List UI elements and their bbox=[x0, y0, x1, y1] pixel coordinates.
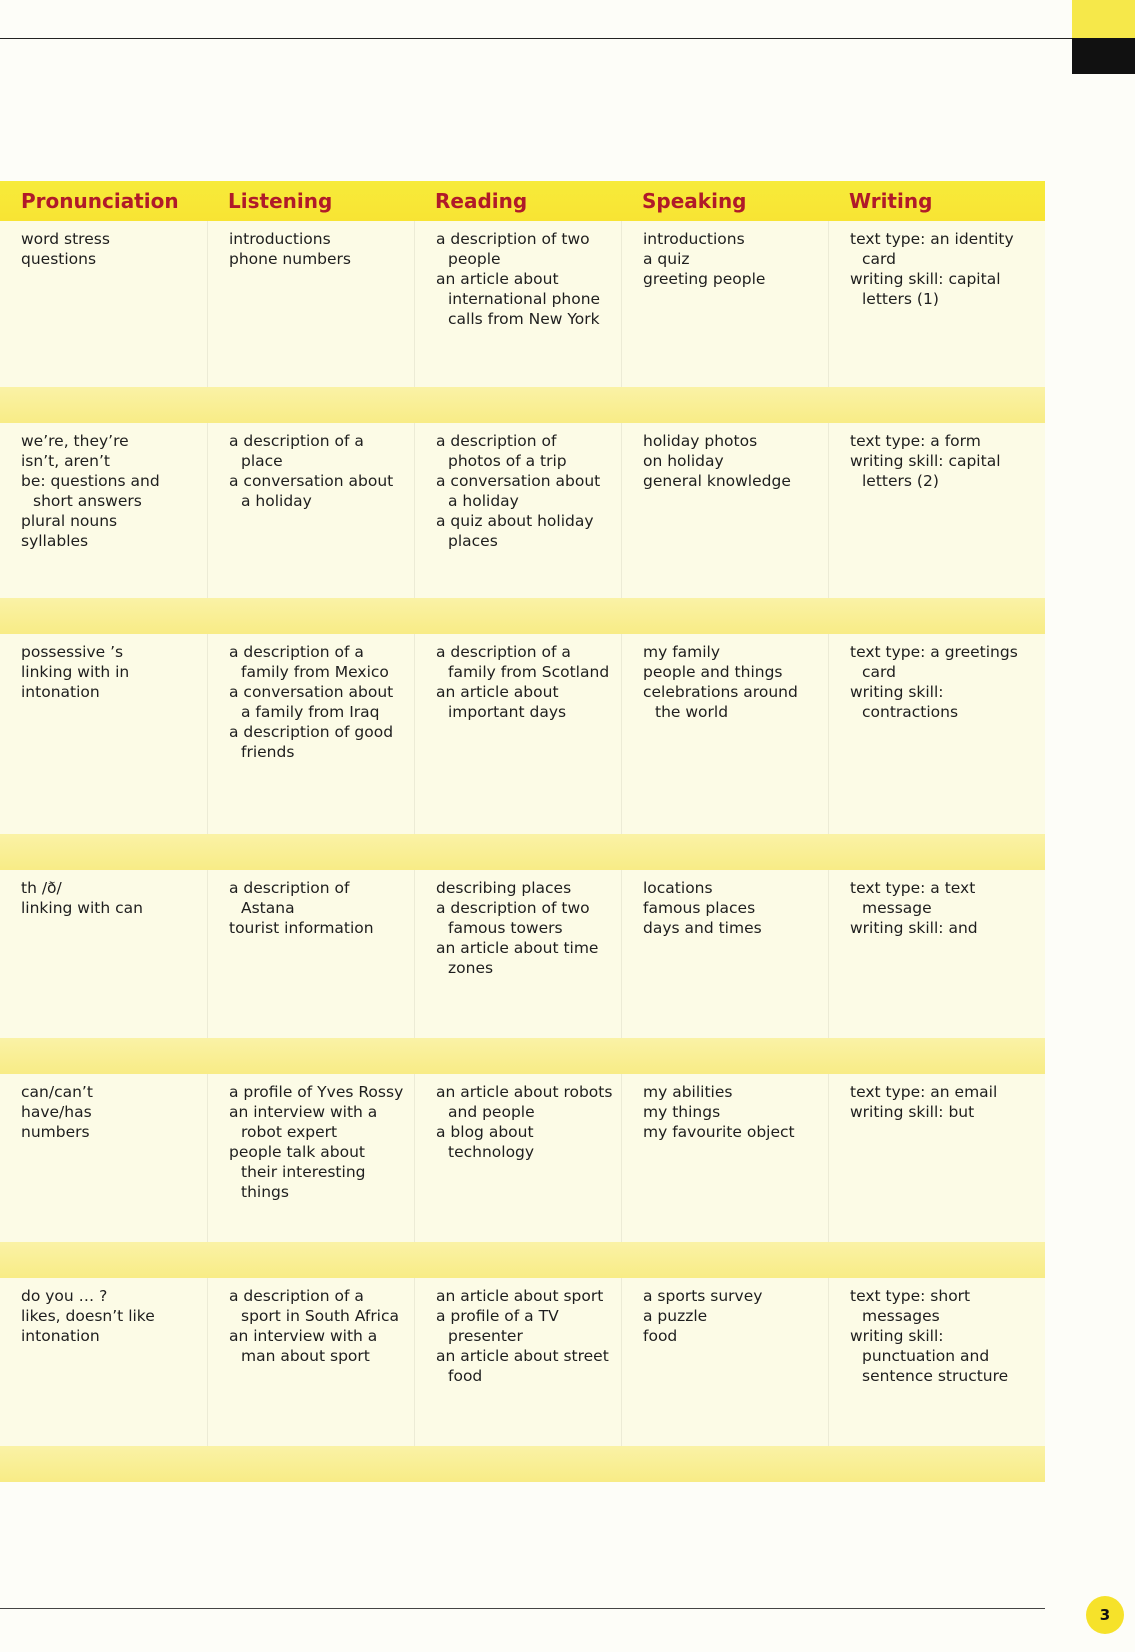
table-row bbox=[0, 1074, 1045, 1242]
cell-line: a profile of Yves Rossy bbox=[229, 1083, 404, 1101]
row-separator bbox=[0, 834, 1045, 870]
cell-line: text type: an identity card bbox=[850, 230, 1014, 268]
cell-line: text type: a greetings card bbox=[850, 643, 1018, 681]
cell-line: locations bbox=[643, 879, 713, 897]
header-reading: Reading bbox=[435, 189, 528, 213]
header-pronunciation: Pronunciation bbox=[21, 189, 179, 213]
cell-line: my family bbox=[643, 643, 721, 661]
header-writing: Writing bbox=[849, 189, 933, 213]
cell-line: a description of photos of a trip bbox=[436, 432, 567, 470]
cell-line: famous places bbox=[643, 899, 756, 917]
header-listening: Listening bbox=[228, 189, 333, 213]
cell-pronunciation bbox=[0, 1074, 207, 1242]
row-separator bbox=[0, 598, 1045, 634]
page-number: 3 bbox=[1086, 1596, 1124, 1634]
cell-speaking bbox=[621, 423, 828, 598]
cell-line: a conversation about a holiday bbox=[229, 472, 394, 510]
cell-writing bbox=[828, 1074, 1035, 1242]
cell-line: an article about time zones bbox=[436, 939, 599, 977]
cell-writing bbox=[828, 634, 1035, 834]
cell-speaking bbox=[621, 1278, 828, 1446]
cell-writing bbox=[828, 423, 1035, 598]
cell-line: people and things bbox=[643, 663, 783, 681]
row-separator bbox=[0, 1446, 1045, 1482]
cell-line: linking with in bbox=[21, 663, 130, 681]
cell-line: a description of a family from Scotland bbox=[436, 643, 610, 681]
cell-line: isn’t, aren’t bbox=[21, 452, 110, 470]
cell-line: text type: a form bbox=[850, 432, 981, 450]
cell-line: th /ð/ bbox=[21, 879, 62, 897]
cell-listening bbox=[207, 634, 414, 834]
cell-line: be: questions and short answers bbox=[21, 472, 160, 510]
cell-line: likes, doesn’t like bbox=[21, 1307, 155, 1325]
cell-line: phone numbers bbox=[229, 250, 352, 268]
cell-line: introductions bbox=[229, 230, 331, 248]
cell-line: do you … ? bbox=[21, 1287, 108, 1305]
cell-reading bbox=[414, 221, 621, 387]
cell-line: intonation bbox=[21, 683, 100, 701]
cell-line: syllables bbox=[21, 532, 89, 550]
cell-line: a description of two famous towers bbox=[436, 899, 590, 937]
cell-line: a blog about technology bbox=[436, 1123, 535, 1161]
cell-pronunciation bbox=[0, 634, 207, 834]
row-separator bbox=[0, 1038, 1045, 1074]
cell-line: an interview with a robot expert bbox=[229, 1103, 378, 1141]
cell-line: my favourite object bbox=[643, 1123, 795, 1141]
cell-speaking bbox=[621, 634, 828, 834]
cell-line: introductions bbox=[643, 230, 745, 248]
header-speaking: Speaking bbox=[642, 189, 747, 213]
cell-line: a puzzle bbox=[643, 1307, 708, 1325]
cell-line: numbers bbox=[21, 1123, 90, 1141]
cell-writing bbox=[828, 221, 1035, 387]
cell-line: a description of a family from Mexico bbox=[229, 643, 389, 681]
cell-line: a quiz about holiday places bbox=[436, 512, 594, 550]
cell-speaking bbox=[621, 221, 828, 387]
cell-line: writing skill: and bbox=[850, 919, 978, 937]
cell-line: writing skill: punctuation and sentence structure bbox=[850, 1327, 1009, 1385]
cell-line: describing places bbox=[436, 879, 572, 897]
cell-listening bbox=[207, 423, 414, 598]
table-header bbox=[0, 181, 1045, 221]
cell-line: on holiday bbox=[643, 452, 724, 470]
cell-line: linking with can bbox=[21, 899, 143, 917]
cell-line: an article about sport bbox=[436, 1287, 604, 1305]
cell-line: text type: short messages bbox=[850, 1287, 971, 1325]
cell-line: food bbox=[643, 1327, 678, 1345]
cell-line: a description of a sport in South Africa bbox=[229, 1287, 400, 1325]
cell-line: my abilities bbox=[643, 1083, 733, 1101]
cell-listening bbox=[207, 221, 414, 387]
cell-line: celebrations around the world bbox=[643, 683, 798, 721]
cell-pronunciation bbox=[0, 423, 207, 598]
table-row bbox=[0, 870, 1045, 1038]
cell-line: an article about street food bbox=[436, 1347, 609, 1385]
cell-line: word stress bbox=[21, 230, 110, 248]
cell-line: writing skill: but bbox=[850, 1103, 975, 1121]
cell-line: have/has bbox=[21, 1103, 92, 1121]
cell-line: an interview with a man about sport bbox=[229, 1327, 378, 1365]
cell-line: an article about robots and people bbox=[436, 1083, 613, 1121]
row-separator bbox=[0, 1242, 1045, 1278]
cell-pronunciation bbox=[0, 1278, 207, 1446]
cell-line: an article about important days bbox=[436, 683, 567, 721]
cell-writing bbox=[828, 870, 1035, 1038]
cell-line: my things bbox=[643, 1103, 721, 1121]
cell-line: intonation bbox=[21, 1327, 100, 1345]
cell-line: questions bbox=[21, 250, 97, 268]
cell-line: a quiz bbox=[643, 250, 690, 268]
cell-line: an article about international phone calls from New York bbox=[436, 270, 601, 328]
cell-speaking bbox=[621, 1074, 828, 1242]
cell-listening bbox=[207, 870, 414, 1038]
corner-tab-black bbox=[1072, 38, 1135, 74]
cell-speaking bbox=[621, 870, 828, 1038]
cell-line: can/can’t bbox=[21, 1083, 93, 1101]
cell-line: greeting people bbox=[643, 270, 766, 288]
table-row bbox=[0, 221, 1045, 387]
cell-pronunciation bbox=[0, 870, 207, 1038]
cell-line: a description of good friends bbox=[229, 723, 394, 761]
cell-pronunciation bbox=[0, 221, 207, 387]
bottom-rule bbox=[0, 1608, 1045, 1609]
cell-line: a conversation about a holiday bbox=[436, 472, 601, 510]
cell-line: a conversation about a family from Iraq bbox=[229, 683, 394, 721]
cell-line: a description of Astana bbox=[229, 879, 350, 917]
table-row bbox=[0, 423, 1045, 598]
cell-line: a description of two people bbox=[436, 230, 590, 268]
contents-table bbox=[0, 181, 1045, 1482]
cell-line: text type: an email bbox=[850, 1083, 998, 1101]
cell-line: days and times bbox=[643, 919, 762, 937]
cell-reading bbox=[414, 1278, 621, 1446]
cell-listening bbox=[207, 1278, 414, 1446]
cell-line: a profile of a TV presenter bbox=[436, 1307, 559, 1345]
cell-line: writing skill: capital letters (1) bbox=[850, 270, 1001, 308]
cell-line: text type: a text message bbox=[850, 879, 976, 917]
cell-line: possessive ’s bbox=[21, 643, 124, 661]
cell-line: tourist information bbox=[229, 919, 374, 937]
table-row bbox=[0, 634, 1045, 834]
cell-line: writing skill: capital letters (2) bbox=[850, 452, 1001, 490]
cell-reading bbox=[414, 423, 621, 598]
cell-line: we’re, they’re bbox=[21, 432, 129, 450]
corner-tab-yellow bbox=[1072, 0, 1135, 38]
cell-reading bbox=[414, 870, 621, 1038]
cell-line: a description of a place bbox=[229, 432, 364, 470]
cell-reading bbox=[414, 1074, 621, 1242]
cell-line: people talk about their interesting things bbox=[229, 1143, 366, 1201]
cell-writing bbox=[828, 1278, 1035, 1446]
cell-line: general knowledge bbox=[643, 472, 791, 490]
cell-listening bbox=[207, 1074, 414, 1242]
cell-line: writing skill: contractions bbox=[850, 683, 959, 721]
cell-line: a sports survey bbox=[643, 1287, 763, 1305]
row-separator bbox=[0, 387, 1045, 423]
cell-reading bbox=[414, 634, 621, 834]
table-row bbox=[0, 1278, 1045, 1446]
cell-line: holiday photos bbox=[643, 432, 758, 450]
top-rule bbox=[0, 38, 1072, 39]
cell-line: plural nouns bbox=[21, 512, 118, 530]
